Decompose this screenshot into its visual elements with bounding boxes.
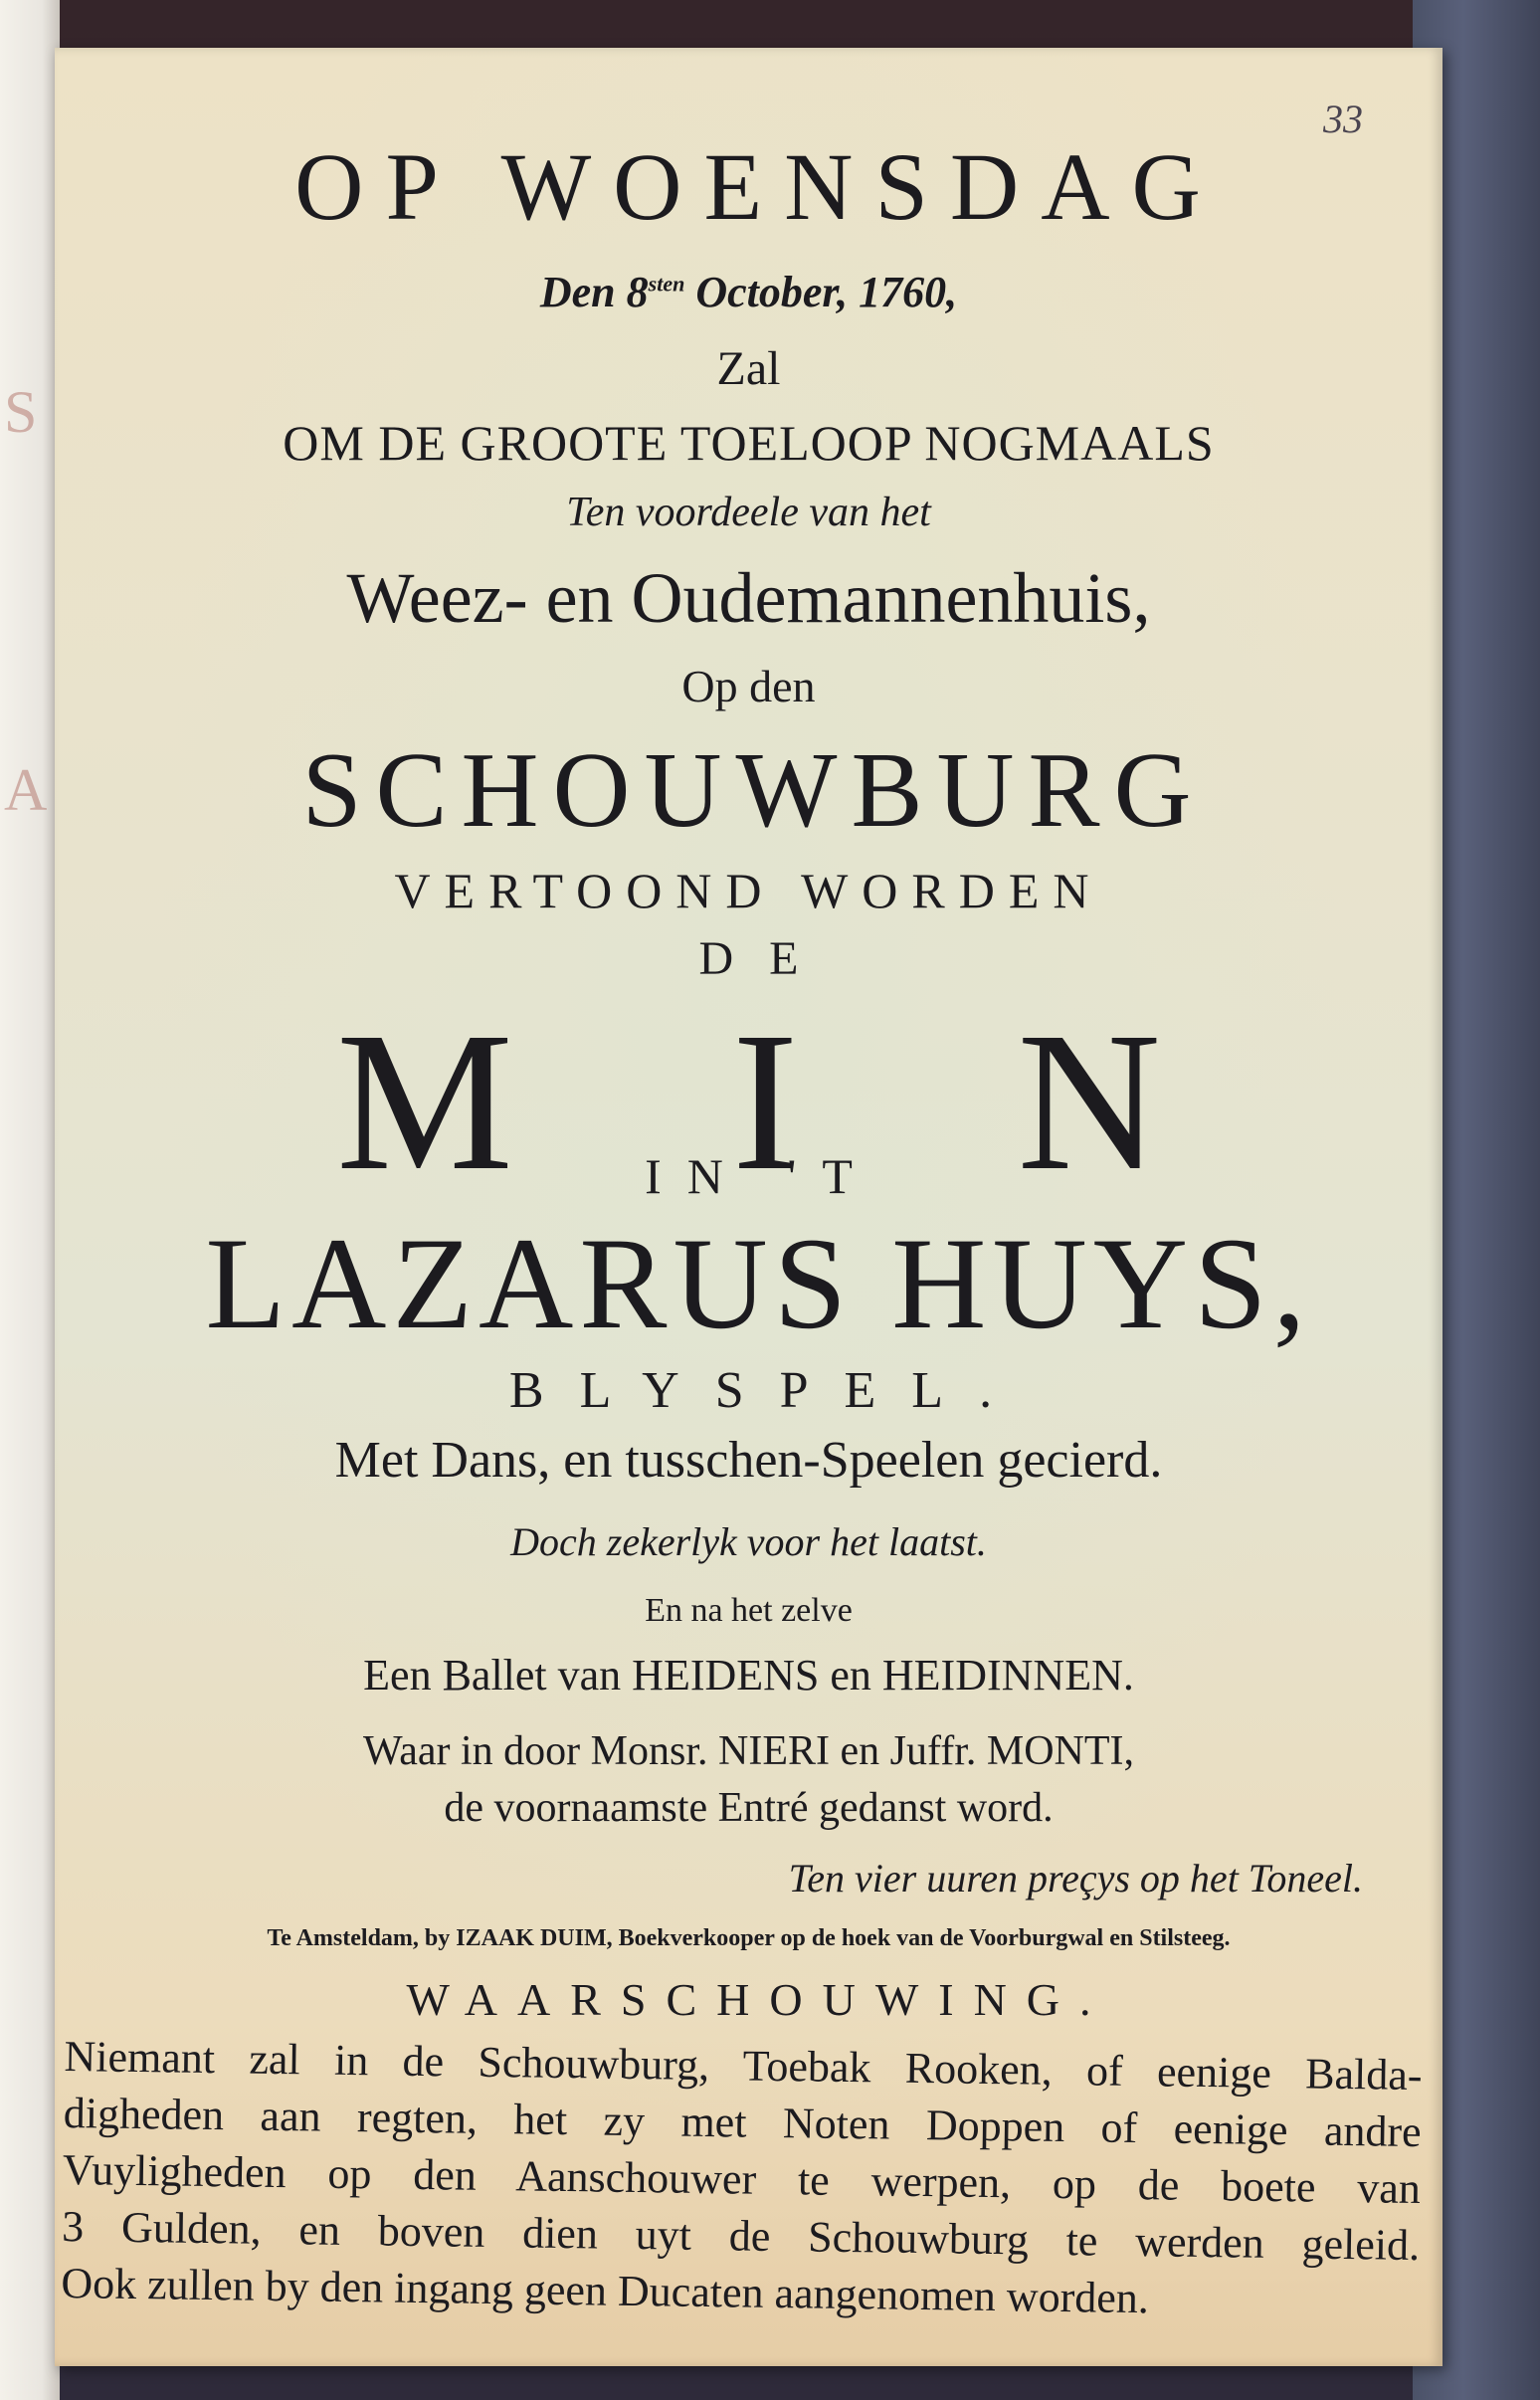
letter-n: N xyxy=(1017,992,1161,1212)
text-dancers: Waar in door Monsr. NIERI en Juffr. MONTI, xyxy=(362,1728,1135,1774)
beneficiary-institution: Weez- en Oudemannenhuis, xyxy=(346,558,1151,638)
text-op-den: Op den xyxy=(681,661,816,711)
date-day: Den 8 xyxy=(539,268,649,316)
bleed-fragment: A xyxy=(4,757,48,823)
play-title-lazarus-huys: LAZARUS HUYS, xyxy=(205,1210,1312,1356)
bleed-fragment: S xyxy=(4,379,38,445)
folio-number: 33 xyxy=(1323,97,1363,141)
warning-heading: WAARSCHOUWING. xyxy=(406,1974,1111,2025)
text-doch-zekerlyk: Doch zekerlyk voor het laatst. xyxy=(510,1519,987,1564)
warning-body xyxy=(61,2028,1423,2330)
text-met-dans: Met Dans, en tusschen-Speelen gecierd. xyxy=(334,1432,1163,1489)
warning-line: 3 Gulden, en boven dien uyt de Schouwburg te werden geleid. xyxy=(61,2201,1421,2271)
text-vertoond-worden: VERTOOND WORDEN xyxy=(394,863,1103,918)
warning-line: Niemant zal in de Schouwburg, Toebak Rooken, of eenige Balda- xyxy=(64,2031,1423,2100)
text-de: DE xyxy=(698,932,835,985)
text-groote-toeloop: OM DE GROOTE TOELOOP NOGMAALS xyxy=(283,415,1215,471)
letter-m: M xyxy=(336,992,513,1212)
ballet-title: Een Ballet van HEIDENS en HEIDINNEN. xyxy=(363,1651,1134,1700)
playbill-page xyxy=(55,48,1443,2366)
text-na-het-zelve: En na het zelve xyxy=(645,1592,853,1629)
date-month-year: October, 1760, xyxy=(684,268,958,316)
warning-line: Ook zullen by den ingang geen Ducaten aangenomen worden. xyxy=(61,2258,1150,2323)
text-int: IN 'T xyxy=(645,1148,878,1204)
genre-label: BLYSPEL. xyxy=(508,1362,1029,1419)
text-entre: de voornaamste Entré gedanst word. xyxy=(444,1785,1054,1831)
heading-day: OP WOENSDAG xyxy=(294,133,1223,240)
warning-line: Vuyligheden op den Aanschouwer te werpen, op de boete van xyxy=(62,2144,1422,2214)
text-ten-voordeele: Ten voordeele van het xyxy=(566,490,931,535)
performance-date xyxy=(55,267,1443,317)
text-zal: Zal xyxy=(716,342,781,395)
printer-imprint: Te Amsteldam, by IZAAK DUIM, Boekverkooper op de hoek van de Voorburgwal en Stilsteeg. xyxy=(267,1925,1231,1951)
venue-name: SCHOUWBURG xyxy=(301,731,1206,850)
start-time: Ten vier uuren preçys op het Toneel. xyxy=(788,1856,1363,1900)
warning-line: digheden aan regten, het zy met Noten Doppen of eenige andre xyxy=(63,2088,1423,2157)
letter-i: I xyxy=(731,992,799,1212)
adjacent-left-page xyxy=(0,0,60,2400)
date-suffix: sten xyxy=(648,271,685,297)
